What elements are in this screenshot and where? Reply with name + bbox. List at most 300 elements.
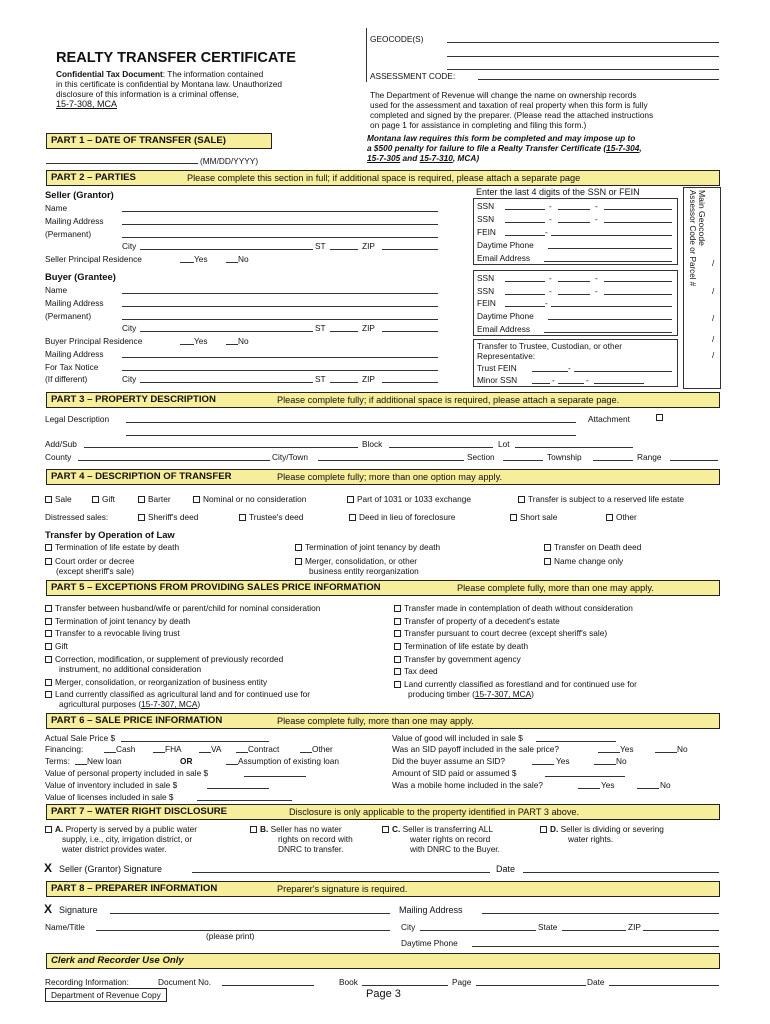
buyer-permanent-label: (Permanent) bbox=[45, 311, 92, 321]
citytown-input[interactable] bbox=[318, 460, 464, 461]
trust-fein-b[interactable] bbox=[574, 371, 672, 372]
sid-assume-yes-input[interactable] bbox=[532, 764, 554, 765]
op-merger-checkbox[interactable] bbox=[295, 558, 302, 565]
township-label: Township bbox=[547, 452, 582, 462]
buyer-mailing-input[interactable] bbox=[122, 306, 438, 307]
newloan-label: New loan bbox=[87, 756, 122, 766]
op-court-order[interactable] bbox=[45, 556, 134, 566]
seller-ssn2-label: SSN bbox=[477, 214, 495, 224]
date-input[interactable] bbox=[609, 985, 719, 986]
recording-label: Recording Information: bbox=[45, 977, 129, 987]
op-name-change-checkbox[interactable] bbox=[544, 558, 551, 565]
part2-bar bbox=[46, 170, 720, 186]
trustee-checkbox[interactable] bbox=[239, 514, 246, 521]
preparer-state-label: State bbox=[538, 922, 558, 932]
buyer-fein-a[interactable] bbox=[505, 306, 545, 307]
preparer-signature-input[interactable] bbox=[110, 913, 390, 914]
preparer-zip-input[interactable] bbox=[643, 930, 719, 931]
contract-input[interactable] bbox=[236, 752, 248, 753]
tax-st-input[interactable] bbox=[330, 382, 358, 383]
docno-input[interactable] bbox=[222, 985, 314, 986]
part7-bar bbox=[46, 804, 720, 820]
preparer-mailing-input[interactable] bbox=[482, 913, 719, 914]
side-slash-4: / bbox=[712, 334, 715, 344]
legal-input-2[interactable] bbox=[126, 435, 576, 436]
ex-joint-tenancy[interactable] bbox=[45, 616, 190, 626]
water-d-letter: D. bbox=[550, 824, 559, 834]
ex-contemplation-checkbox[interactable] bbox=[394, 605, 401, 612]
dor-line-1: The Department of Revenue will change the name on ownership records bbox=[370, 90, 637, 100]
ex-court-decree[interactable] bbox=[394, 628, 607, 638]
buyer-name-input[interactable] bbox=[122, 293, 438, 294]
addsub-input[interactable] bbox=[84, 447, 358, 448]
seller-heading: Seller (Grantor) bbox=[45, 189, 114, 200]
seller-email-input[interactable] bbox=[544, 261, 672, 262]
block-input[interactable] bbox=[389, 447, 493, 448]
op-termination-life[interactable] bbox=[45, 542, 179, 552]
goodwill-label: Value of good will included in sale $ bbox=[392, 733, 523, 743]
buyer-email-label: Email Address bbox=[477, 324, 531, 334]
block-label: Block bbox=[362, 439, 383, 449]
ex-correction-checkbox[interactable] bbox=[45, 656, 52, 663]
side-slash-2: / bbox=[712, 286, 715, 296]
transfer-gift[interactable] bbox=[92, 494, 115, 504]
buyer-ssn1-c[interactable] bbox=[604, 281, 672, 282]
buyer-fein-label: FEIN bbox=[477, 298, 496, 308]
ex-joint-tenancy-checkbox[interactable] bbox=[45, 618, 52, 625]
ex-forestland-label: Land currently classified as forestland and for continued use for bbox=[404, 679, 637, 689]
water-b-letter: B. bbox=[260, 824, 269, 834]
seller-name-input[interactable] bbox=[122, 211, 438, 212]
barter-label: Barter bbox=[148, 494, 171, 504]
water-b-line2: rights on record with bbox=[278, 834, 353, 844]
part5-label: PART 5 – EXCEPTIONS FROM PROVIDING SALES PRICE INFORMATION bbox=[51, 582, 381, 593]
ex-living-trust[interactable] bbox=[45, 628, 180, 638]
tax-zip-label: ZIP bbox=[362, 374, 375, 384]
other-financing-label: Other bbox=[312, 744, 333, 754]
barter-checkbox[interactable] bbox=[138, 496, 145, 503]
sid-amount-input[interactable] bbox=[545, 776, 625, 777]
part5-bar bbox=[46, 580, 720, 596]
transfer-date-input[interactable] bbox=[46, 163, 198, 164]
county-label: County bbox=[45, 452, 72, 462]
op-court-order-checkbox[interactable] bbox=[45, 558, 52, 565]
inventory-label: Value of inventory included in sale $ bbox=[45, 780, 178, 790]
ex-husband-wife[interactable] bbox=[45, 603, 320, 613]
ex-tax-deed[interactable] bbox=[394, 666, 438, 676]
if-different-label: (If different) bbox=[45, 374, 88, 384]
seller-residence-label: Seller Principal Residence bbox=[45, 254, 142, 264]
transfer-nominal[interactable] bbox=[193, 494, 306, 504]
dor-line-2: used for the assessment and taxation of real property when this form is fully bbox=[370, 100, 648, 110]
ex-decedent[interactable] bbox=[394, 616, 560, 626]
buyer-ssn2-label: SSN bbox=[477, 286, 495, 296]
dor-line-3: completed and signed by the preparer. (Please read the attached instructions bbox=[370, 110, 654, 120]
seller-residence-no-input[interactable] bbox=[226, 262, 238, 263]
distressed-sheriff[interactable] bbox=[138, 512, 198, 522]
op-tod-deed-label: Transfer on Death deed bbox=[554, 542, 642, 552]
seller-fein-a[interactable] bbox=[505, 235, 545, 236]
op-court-order-note: (except sheriff's sale) bbox=[56, 566, 134, 576]
preparer-phone-input[interactable] bbox=[472, 946, 719, 947]
inventory-input[interactable] bbox=[207, 788, 269, 789]
sid-assume-no: No bbox=[616, 756, 627, 766]
trustee-line2: Representative: bbox=[477, 351, 536, 361]
operation-heading: Transfer by Operation of Law bbox=[45, 529, 175, 540]
sheriff-label: Sheriff's deed bbox=[148, 512, 199, 522]
buyer-phone-label: Daytime Phone bbox=[477, 311, 534, 321]
sid-assume-label: Did the buyer assume an SID? bbox=[392, 756, 505, 766]
buyer-zip-input[interactable] bbox=[382, 331, 438, 332]
sid-amount-label: Amount of SID paid or assumed $ bbox=[392, 768, 517, 778]
geocode-label: GEOCODE(S) bbox=[370, 34, 424, 44]
seller-residence-no: No bbox=[238, 254, 249, 264]
gift-checkbox[interactable] bbox=[92, 496, 99, 503]
seller-st-input[interactable] bbox=[330, 249, 358, 250]
buyer-ssn1-a[interactable] bbox=[505, 281, 545, 282]
tax-mailing-input[interactable] bbox=[122, 357, 438, 358]
for-tax-label: For Tax Notice bbox=[45, 362, 99, 372]
preparer-sig-x: X bbox=[44, 902, 53, 916]
lot-input[interactable] bbox=[515, 447, 633, 448]
other-checkbox[interactable] bbox=[606, 514, 613, 521]
newloan-input[interactable] bbox=[75, 764, 87, 765]
water-b-line3: DNRC to transfer. bbox=[278, 844, 344, 854]
transfer-1031[interactable] bbox=[347, 494, 471, 504]
section-label: Section bbox=[467, 452, 495, 462]
confidential-text: : The information contained bbox=[162, 69, 264, 79]
ex-agricultural[interactable] bbox=[45, 689, 310, 699]
water-c-line2: water rights on record bbox=[410, 834, 491, 844]
confidential-ref-link[interactable]: 15-7-308, MCA bbox=[56, 99, 118, 109]
buyer-ssn2-c[interactable] bbox=[604, 294, 672, 295]
preparer-state-input[interactable] bbox=[562, 930, 626, 931]
va-input[interactable] bbox=[199, 752, 211, 753]
buyer-city-input[interactable] bbox=[140, 331, 313, 332]
cash-input[interactable] bbox=[104, 752, 116, 753]
deed-lieu-checkbox[interactable] bbox=[349, 514, 356, 521]
penalty-end: , MCA) bbox=[452, 153, 480, 163]
part3-label: PART 3 – PROPERTY DESCRIPTION bbox=[51, 394, 216, 405]
buyer-ssn2-b[interactable] bbox=[558, 294, 590, 295]
seller-mailing-label: Mailing Address bbox=[45, 216, 104, 226]
seller-mailing-input[interactable] bbox=[122, 224, 438, 225]
penalty-ref3[interactable]: 15-7-310 bbox=[419, 153, 453, 163]
exchange-checkbox[interactable] bbox=[347, 496, 354, 503]
ex-life-estate-checkbox[interactable] bbox=[394, 643, 401, 650]
transfer-sale[interactable] bbox=[45, 494, 72, 504]
part2-note: Please complete this section in full; if additional space is required, please attach a separate page bbox=[187, 173, 581, 183]
tax-city-label: City bbox=[122, 374, 137, 384]
short-sale-checkbox[interactable] bbox=[510, 514, 517, 521]
life-estate-label: Transfer is subject to a reserved life estate bbox=[528, 494, 685, 504]
preparer-phone-label: Daytime Phone bbox=[401, 938, 458, 948]
buyer-residence-label: Buyer Principal Residence bbox=[45, 336, 143, 346]
dor-copy-badge: Department of Revenue Copy bbox=[45, 988, 167, 1002]
op-joint-tenancy-checkbox[interactable] bbox=[295, 544, 302, 551]
sid-assume-yes: Yes bbox=[556, 756, 570, 766]
buyer-phone-input[interactable] bbox=[548, 319, 672, 320]
township-input[interactable] bbox=[593, 460, 633, 461]
distressed-other[interactable] bbox=[606, 512, 637, 522]
seller-sig-x: X bbox=[44, 861, 53, 875]
part5-note: Please complete fully, more than one may apply. bbox=[457, 583, 654, 593]
seller-ssn2-c[interactable] bbox=[604, 222, 672, 223]
water-a-checkbox[interactable] bbox=[45, 826, 52, 833]
nominal-checkbox[interactable] bbox=[193, 496, 200, 503]
seller-ssn1-a[interactable] bbox=[505, 209, 545, 210]
minor-ssn-b[interactable] bbox=[558, 383, 584, 384]
side-main-geocode: Main Geocode bbox=[697, 190, 707, 246]
ex-government-checkbox[interactable] bbox=[394, 656, 401, 663]
side-slash-5: / bbox=[712, 350, 715, 360]
side-slash-3: / bbox=[712, 313, 715, 323]
actual-price-label: Actual Sale Price $ bbox=[45, 733, 116, 743]
water-c-checkbox[interactable] bbox=[382, 826, 389, 833]
book-label: Book bbox=[339, 977, 358, 987]
preparer-zip-label: ZIP bbox=[628, 922, 641, 932]
page-label: Page bbox=[452, 977, 472, 987]
attachment-label: Attachment bbox=[588, 414, 630, 424]
fha-label: FHA bbox=[165, 744, 182, 754]
penalty-ref2[interactable]: 15-7-305 bbox=[367, 153, 401, 163]
part3-note: Please complete fully; if additional space is required, please attach a separate page. bbox=[277, 395, 620, 405]
op-termination-life-checkbox[interactable] bbox=[45, 544, 52, 551]
seller-ssn2-a[interactable] bbox=[505, 222, 545, 223]
seller-ssn1-b[interactable] bbox=[558, 209, 590, 210]
ex-correction-line2: instrument, no additional consideration bbox=[59, 664, 202, 674]
mobile-no-input[interactable] bbox=[637, 788, 659, 789]
buyer-ssn1-label: SSN bbox=[477, 273, 495, 283]
deed-lieu-label: Deed in lieu of foreclosure bbox=[359, 512, 456, 522]
ex-agricultural-checkbox[interactable] bbox=[45, 691, 52, 698]
minor-ssn-label: Minor SSN bbox=[477, 375, 518, 385]
actual-price-input[interactable] bbox=[121, 741, 269, 742]
other-input[interactable] bbox=[300, 752, 312, 753]
ex-court-decree-checkbox[interactable] bbox=[394, 630, 401, 637]
seller-residence-yes-input[interactable] bbox=[180, 262, 194, 263]
goodwill-input[interactable] bbox=[536, 741, 616, 742]
ex-tax-deed-label: Tax deed bbox=[404, 666, 438, 676]
ex-gift-label: Gift bbox=[55, 641, 68, 651]
buyer-mailing-label: Mailing Address bbox=[45, 298, 104, 308]
ex-agricultural-label: Land currently classified as agricultural land and for continued use for bbox=[55, 689, 311, 699]
licenses-input[interactable] bbox=[197, 800, 292, 801]
assumption-label: Assumption of existing loan bbox=[238, 756, 340, 766]
range-input[interactable] bbox=[670, 460, 718, 461]
buyer-fein-b[interactable] bbox=[551, 306, 672, 307]
seller-signature-input[interactable] bbox=[192, 872, 490, 873]
sid-assume-no-input[interactable] bbox=[594, 764, 616, 765]
ex-agricultural-line2: agricultural purposes ( bbox=[59, 699, 142, 709]
buyer-residence-no-input[interactable] bbox=[226, 344, 238, 345]
penalty-ref1[interactable]: 15-7-304 bbox=[606, 143, 640, 153]
mobile-yes: Yes bbox=[601, 780, 615, 790]
seller-phone-label: Daytime Phone bbox=[477, 240, 534, 250]
fha-input[interactable] bbox=[153, 752, 165, 753]
op-tod-deed-checkbox[interactable] bbox=[544, 544, 551, 551]
distressed-short-sale[interactable] bbox=[510, 512, 557, 522]
side-assessor-label: Assessor Code or Parcel # bbox=[688, 190, 697, 287]
seller-name-label: Name bbox=[45, 203, 68, 213]
legal-input[interactable] bbox=[126, 422, 576, 423]
op-merger[interactable] bbox=[295, 556, 417, 566]
tax-mailing-label: Mailing Address bbox=[45, 349, 104, 359]
page-input[interactable] bbox=[476, 985, 586, 986]
ex-living-trust-checkbox[interactable] bbox=[45, 630, 52, 637]
other-label: Other bbox=[616, 512, 637, 522]
water-c-line1: Seller is transferring ALL bbox=[402, 824, 494, 834]
financing-label: Financing: bbox=[45, 744, 84, 754]
seller-sig-date-input[interactable] bbox=[523, 872, 719, 873]
water-a-line1: Property is served by a public water bbox=[65, 824, 198, 834]
section-input[interactable] bbox=[503, 460, 543, 461]
confidential-bold: Confidential Tax Document bbox=[56, 69, 163, 79]
ex-gift[interactable] bbox=[45, 641, 68, 651]
ex-forestland-checkbox[interactable] bbox=[394, 681, 401, 688]
ex-decedent-label: Transfer of property of a decedent's estate bbox=[404, 616, 560, 626]
water-a-letter: A. bbox=[55, 824, 64, 834]
date-format-hint: (MM/DD/YYYY) bbox=[200, 156, 259, 166]
seller-ssn1-label: SSN bbox=[477, 201, 495, 211]
mobile-yes-input[interactable] bbox=[578, 788, 600, 789]
part7-label: PART 7 – WATER RIGHT DISCLOSURE bbox=[51, 806, 228, 817]
op-name-change-label: Name change only bbox=[554, 556, 624, 566]
part7-note: Disclosure is only applicable to the property identified in PART 3 above. bbox=[289, 807, 580, 817]
op-merger-label: Merger, consolidation, or other bbox=[305, 556, 418, 566]
mobile-no: No bbox=[660, 780, 671, 790]
ex-decedent-checkbox[interactable] bbox=[394, 618, 401, 625]
distressed-trustee[interactable] bbox=[239, 512, 303, 522]
ssn-heading: Enter the last 4 digits of the SSN or FEIN bbox=[476, 187, 640, 197]
buyer-heading: Buyer (Grantee) bbox=[45, 271, 116, 282]
terms-label: Terms: bbox=[45, 756, 70, 766]
op-name-change[interactable] bbox=[544, 556, 623, 566]
water-d-line2: water rights. bbox=[568, 834, 614, 844]
buyer-ssn2-a[interactable] bbox=[505, 294, 545, 295]
exchange-label: Part of 1031 or 1033 exchange bbox=[357, 494, 471, 504]
sheriff-checkbox[interactable] bbox=[138, 514, 145, 521]
ex-gift-checkbox[interactable] bbox=[45, 643, 52, 650]
buyer-residence-no: No bbox=[238, 336, 249, 346]
tax-st-label: ST bbox=[315, 374, 326, 384]
tax-mailing-input-2[interactable] bbox=[122, 370, 438, 371]
ex-contemplation[interactable] bbox=[394, 603, 633, 613]
buyer-st-label: ST bbox=[315, 323, 326, 333]
seller-fein-b[interactable] bbox=[551, 235, 672, 236]
water-d-checkbox[interactable] bbox=[540, 826, 547, 833]
ex-forestland[interactable] bbox=[394, 679, 637, 689]
seller-phone-input[interactable] bbox=[548, 248, 672, 249]
part2-label: PART 2 – PARTIES bbox=[51, 172, 136, 183]
transfer-barter[interactable] bbox=[138, 494, 171, 504]
gift-label: Gift bbox=[102, 494, 115, 504]
tax-city-input[interactable] bbox=[140, 382, 313, 383]
sid-payoff-yes-input[interactable] bbox=[598, 752, 620, 753]
side-slash-1: / bbox=[712, 258, 715, 268]
seller-email-label: Email Address bbox=[477, 253, 531, 263]
penalty-line1: Montana law requires this form be completed and may impose up to bbox=[367, 133, 636, 143]
seller-ssn2-b[interactable] bbox=[558, 222, 590, 223]
life-estate-checkbox[interactable] bbox=[518, 496, 525, 503]
sale-checkbox[interactable] bbox=[45, 496, 52, 503]
ex-merger[interactable] bbox=[45, 677, 267, 687]
seller-ssn1-c[interactable] bbox=[604, 209, 672, 210]
buyer-residence-yes-input[interactable] bbox=[180, 344, 194, 345]
ex-merger-checkbox[interactable] bbox=[45, 679, 52, 686]
preparer-city-input[interactable] bbox=[420, 930, 536, 931]
personal-input[interactable] bbox=[244, 776, 306, 777]
county-input[interactable] bbox=[78, 460, 270, 461]
ex-husband-wife-label: Transfer between husband/wife or parent/child for nominal consideration bbox=[55, 603, 321, 613]
op-joint-tenancy-label: Termination of joint tenancy by death bbox=[305, 542, 441, 552]
minor-ssn-a[interactable] bbox=[532, 383, 550, 384]
trust-fein-label: Trust FEIN bbox=[477, 363, 517, 373]
attachment-checkbox[interactable] bbox=[656, 414, 663, 421]
transfer-life-estate[interactable] bbox=[518, 494, 684, 504]
ex-tax-deed-checkbox[interactable] bbox=[394, 668, 401, 675]
ex-agricultural-ref[interactable]: 15-7-307, MCA bbox=[141, 699, 198, 709]
trust-fein-a[interactable] bbox=[532, 371, 568, 372]
sid-payoff-label: Was an SID payoff included in the sale price? bbox=[392, 744, 559, 754]
seller-zip-input[interactable] bbox=[382, 249, 438, 250]
seller-city-label: City bbox=[122, 241, 137, 251]
part8-note: Preparer's signature is required. bbox=[277, 884, 408, 894]
part6-label: PART 6 – SALE PRICE INFORMATION bbox=[51, 715, 223, 726]
ex-forestland-line2: producing timber ( bbox=[408, 689, 475, 699]
docno-label: Document No. bbox=[158, 977, 212, 987]
op-joint-tenancy[interactable] bbox=[295, 542, 440, 552]
ex-contemplation-label: Transfer made in contemplation of death without consideration bbox=[404, 603, 633, 613]
buyer-name-label: Name bbox=[45, 285, 68, 295]
seller-city-input[interactable] bbox=[140, 249, 313, 250]
assumption-input[interactable] bbox=[226, 764, 238, 765]
lot-label: Lot bbox=[498, 439, 510, 449]
water-c-letter: C. bbox=[392, 824, 401, 834]
buyer-email-input[interactable] bbox=[544, 332, 672, 333]
seller-fein-label: FEIN bbox=[477, 227, 496, 237]
seller-zip-label: ZIP bbox=[362, 241, 375, 251]
buyer-city-label: City bbox=[122, 323, 137, 333]
preparer-name-label: Name/Title bbox=[45, 922, 85, 932]
ex-government[interactable] bbox=[394, 654, 521, 664]
seller-mailing-input-2[interactable] bbox=[122, 237, 438, 238]
ex-correction[interactable] bbox=[45, 654, 283, 664]
water-b-line1: Seller has no water bbox=[270, 824, 342, 834]
op-court-order-label: Court order or decree bbox=[55, 556, 135, 566]
sid-payoff-no-input[interactable] bbox=[655, 752, 677, 753]
distressed-deed-lieu[interactable] bbox=[349, 512, 455, 522]
penalty-and: and bbox=[400, 153, 420, 163]
seller-sig-date-label: Date bbox=[496, 864, 516, 874]
ex-forestland-ref[interactable]: 15-7-307, MCA bbox=[474, 689, 532, 699]
water-a-line2: supply, i.e., city, irrigation district, or bbox=[62, 834, 193, 844]
book-input[interactable] bbox=[362, 985, 448, 986]
buyer-st-input[interactable] bbox=[330, 331, 358, 332]
minor-ssn-c[interactable] bbox=[594, 383, 644, 384]
buyer-ssn1-b[interactable] bbox=[558, 281, 590, 282]
seller-sig-label: Seller (Grantor) Signature bbox=[59, 864, 163, 874]
buyer-mailing-input-2[interactable] bbox=[122, 319, 438, 320]
ex-husband-wife-checkbox[interactable] bbox=[45, 605, 52, 612]
trustee-label: Trustee's deed bbox=[249, 512, 304, 522]
op-tod-deed[interactable] bbox=[544, 542, 641, 552]
water-b-checkbox[interactable] bbox=[250, 826, 257, 833]
seller-st-label: ST bbox=[315, 241, 326, 251]
mobile-label: Was a mobile home included in the sale? bbox=[392, 780, 543, 790]
ex-life-estate[interactable] bbox=[394, 641, 528, 651]
tax-zip-input[interactable] bbox=[382, 382, 438, 383]
